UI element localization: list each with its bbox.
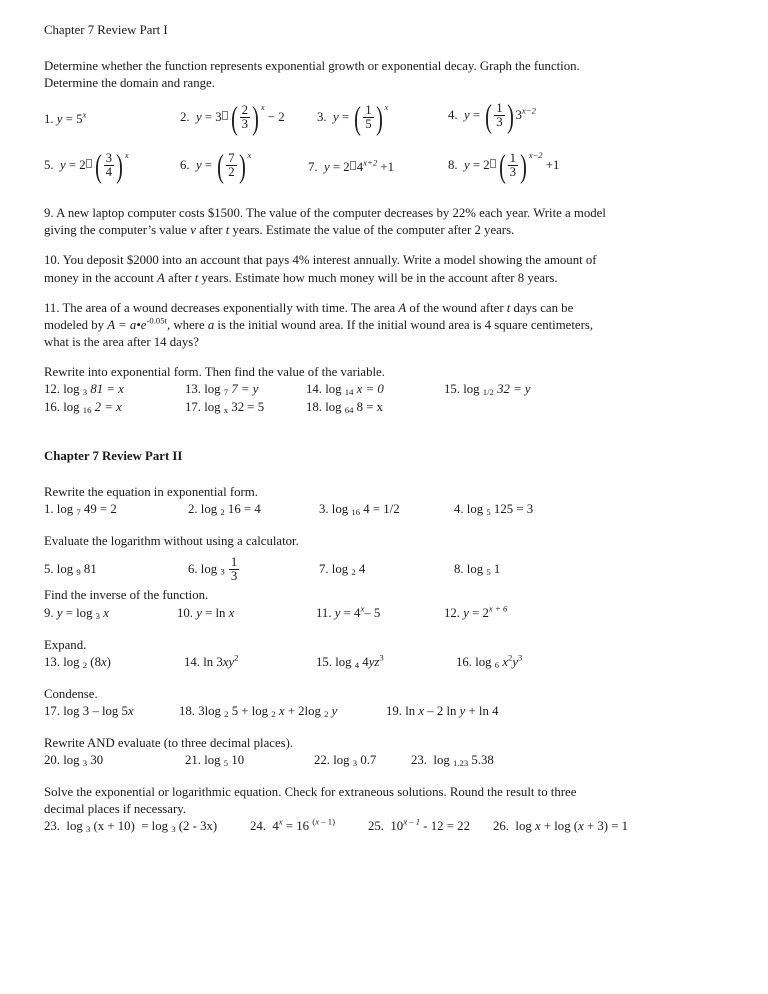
- problem-18-base: 64: [344, 405, 354, 416]
- p2-problem-4: 4. log $_5$ 125 = 3: [454, 502, 534, 518]
- p2-problem-16-num: 16.: [456, 654, 472, 669]
- problem-row-5-8: [44, 147, 728, 192]
- problem-16-base: 16: [82, 405, 92, 416]
- problem-row-1-4: [44, 99, 728, 144]
- p2-problem-23a-num: 23.: [411, 753, 427, 768]
- p2-problem-1: 1. log $_7$ 49 = 2: [44, 502, 117, 518]
- problem-18-rest: 8 = x: [356, 400, 384, 415]
- problem-17-num: 17.: [185, 400, 201, 415]
- problem-16-rest: 2 = x: [94, 400, 122, 415]
- wp9-text-b: after: [195, 223, 226, 238]
- p2-problem-25: 25. 10$^{x - 1}$ - 12 = 22: [368, 817, 470, 834]
- wp11-text-b: of the wound after: [406, 300, 507, 315]
- problem-17: 17. log $_x$ 32 = 5: [185, 400, 265, 416]
- p2-problem-9-num: 9.: [44, 605, 54, 620]
- p2-problem-5: 5. log $_9$ 81: [44, 562, 97, 578]
- p2-problem-7: 7. log $_2$ 4: [319, 562, 366, 578]
- wp9-var-t: t: [225, 223, 230, 238]
- problem-15-num: 15.: [444, 382, 460, 397]
- p2-problem-5-rest: 81: [83, 562, 97, 577]
- wp11-l2-text-a: modeled by: [44, 317, 108, 332]
- problem-2: 2. y = 3 ( $\frac{2}{3}$ ) $^x$ − 2: [180, 101, 285, 138]
- p2-problem-6-base: 3: [220, 567, 225, 578]
- p2-problem-14-num: 14.: [184, 654, 200, 669]
- problem-row-p2-23-26: [44, 818, 728, 837]
- p2-problem-15-num: 15.: [316, 654, 332, 669]
- p2-problem-19-num: 19.: [386, 703, 402, 718]
- p2-problem-2: 2. log $_2$ 16 = 4: [188, 502, 261, 518]
- wp9-text-c: years. Estimate the value of the computer after 2 years.: [229, 223, 515, 238]
- word-problem-10-line2: [44, 270, 728, 287]
- problem-row-p2-1-4: [44, 501, 728, 520]
- part1-title: Chapter 7 Review Part I: [44, 23, 168, 37]
- problem-15-rest: 32 = y: [497, 382, 531, 397]
- problem-row-16-18: [44, 399, 728, 417]
- p2-problem-8-rest: 1: [493, 562, 501, 577]
- p2-problem-20-base: 3: [82, 757, 88, 768]
- missing-glyph-icon: [222, 111, 228, 120]
- p2-problem-18-num: 18.: [179, 703, 195, 718]
- p2-problem-6-fraction: $\frac{1}{3}$: [230, 554, 238, 584]
- p2-problem-22: 22. log $_3$ 0.7: [314, 753, 377, 768]
- word-problem-9-line1: 9. A new laptop computer costs $1500. The value of the computer decreases by 22% each year. Write a model: [44, 206, 606, 221]
- p2-problem-23a: 23. log $_{1.23}$ 5.38: [411, 753, 494, 768]
- part2-s7-instruction-line1: Solve the exponential or logarithmic equation. Check for extraneous solutions. Round the result to three: [44, 785, 577, 800]
- p2-problem-4-rest: 125 = 3: [493, 502, 534, 517]
- wp9-text-a: giving the computer’s value: [44, 223, 191, 238]
- p2-problem-1-num: 1.: [44, 502, 54, 517]
- wp10-var-t: t: [194, 270, 199, 285]
- p2-problem-9: 9. y = log $_3$ x: [44, 605, 109, 621]
- p2-problem-12-num: 12.: [444, 605, 460, 620]
- p2-problem-19: 19. ln x – 2 ln y + ln 4: [386, 703, 499, 718]
- problem-16-num: 16.: [44, 400, 60, 415]
- p2-problem-21-base: 5: [223, 757, 229, 768]
- missing-glyph-icon: [86, 159, 92, 168]
- p2-problem-2-num: 2.: [188, 502, 198, 517]
- problem-12-rest: 81 = x: [90, 382, 124, 397]
- p2-problem-11-num: 11.: [316, 605, 332, 620]
- wp10-var-A: A: [157, 270, 165, 285]
- p2-problem-14: 14. $\ln 3xy^2$: [184, 652, 239, 669]
- p2-problem-6-num: 6.: [188, 562, 198, 577]
- wp11-var-A: A: [398, 300, 407, 315]
- problem-4: 4. y = ( $\frac{1}{3}$ ) $3^{x-2}$: [448, 98, 536, 135]
- problem-row-p2-9-12: [44, 605, 728, 624]
- wp11-l2-text-c: is the initial wound area. If the initial wound area is 4 square centimeters,: [214, 317, 594, 332]
- p2-problem-23a-rest: 5.38: [471, 753, 494, 768]
- p2-problem-3-rest: 4 = 1/2: [363, 502, 400, 517]
- p2-problem-25-num: 25.: [368, 819, 384, 834]
- p2-problem-5-base: 9: [76, 567, 81, 578]
- problem-14: 14. log $_{14}$ x = 0: [306, 382, 384, 398]
- p2-problem-13-num: 13.: [44, 654, 60, 669]
- wp10-text-a: money in the account: [44, 270, 158, 285]
- p2-problem-22-rest: 0.7: [360, 753, 377, 768]
- part2-s3-instruction: Find the inverse of the function.: [44, 588, 209, 603]
- word-problem-9-line2: [44, 222, 728, 239]
- problem-12: 12. log $_3$ 81 = x: [44, 382, 124, 398]
- problem-8: 8. y = 2 ( $\frac{1}{3}$ ) $^{x-2}$ +1: [448, 149, 560, 186]
- p2-problem-20-rest: 30: [90, 753, 104, 768]
- problem-13-num: 13.: [185, 382, 201, 397]
- word-problem-11-line2: [44, 317, 728, 334]
- p2-problem-23-num: 23.: [44, 819, 60, 834]
- p2-problem-7-num: 7.: [319, 562, 329, 577]
- problem-13-base: 7: [223, 387, 229, 398]
- p2-problem-4-base: 5: [486, 507, 491, 518]
- part2-s2-instruction: Evaluate the logarithm without using a calculator.: [44, 534, 299, 549]
- p2-problem-21-num: 21.: [185, 753, 201, 768]
- wp11-var-a: a: [207, 317, 215, 332]
- p2-problem-13: 13. log $_2$ (8x): [44, 654, 111, 670]
- p2-problem-20: 20. log $_3$ 30: [44, 753, 104, 768]
- p2-problem-21: 21. log $_5$ 10: [185, 753, 245, 768]
- problem-15: 15. log $_{1/2}$ 32 = y: [444, 382, 531, 398]
- problem-14-num: 14.: [306, 382, 322, 397]
- problem-18-num: 18.: [306, 400, 322, 415]
- wp11-l2-text-b: , where: [166, 317, 208, 332]
- p2-problem-22-base: 3: [352, 757, 358, 768]
- problem-row-12-15: [44, 381, 728, 399]
- problem-3: 3. y = ( $\frac{1}{5}$ ) $^x$: [317, 101, 389, 138]
- p2-problem-2-base: 2: [220, 507, 225, 518]
- problem-16: 16. log $_{16}$ 2 = x: [44, 400, 122, 416]
- problem-13-rest: 7 = y: [231, 382, 259, 397]
- part1-intro-line1: Determine whether the function represents exponential growth or exponential decay. Graph the function.: [44, 58, 580, 73]
- p2-problem-24-num: 24.: [250, 819, 266, 834]
- p2-problem-20-num: 20.: [44, 753, 60, 768]
- p2-problem-24: 24. $4^x = 16$ $^{(x - 1)}$: [250, 817, 335, 834]
- problem-row-p2-5-8: [44, 553, 728, 587]
- problem-12-num: 12.: [44, 382, 60, 397]
- p2-problem-11: 11. $y = 4^x-$ 5: [316, 603, 381, 620]
- p2-problem-6: 6. log $_3$ $\frac{1}{3}$: [188, 554, 238, 584]
- part2-s6-instruction: Rewrite AND evaluate (to three decimal places).: [44, 735, 294, 750]
- problem-7: 7. y = 2 $4^{x+2} +1$: [308, 157, 394, 175]
- problem-15-base: 1/2: [482, 387, 494, 398]
- problem-12-base: 3: [82, 387, 88, 398]
- wp10-text-b: after: [164, 270, 195, 285]
- problem-14-rest: x = 0: [356, 382, 384, 397]
- wp11-var-t: t: [506, 300, 511, 315]
- p2-problem-17: 17. log 3 – log 5x: [44, 703, 134, 718]
- p2-problem-18: 18. 3log $_2$ 5 + log $_2$ x + 2log $_2$ y: [179, 703, 338, 719]
- wp11-text-c: days can be: [510, 300, 574, 315]
- p2-problem-5-num: 5.: [44, 562, 54, 577]
- document-content: [44, 22, 728, 837]
- p2-problem-4-num: 4.: [454, 502, 464, 517]
- part2-s1-instruction: Rewrite the equation in exponential form.: [44, 485, 258, 500]
- p2-problem-7-base: 2: [351, 567, 356, 578]
- problem-row-p2-17-19: [44, 703, 728, 722]
- p2-problem-17-num: 17.: [44, 703, 60, 718]
- p2-problem-3: 3. log $_{16}$ 4 = 1/2: [319, 502, 400, 518]
- word-problem-11-line3: what is the area after 14 days?: [44, 335, 199, 350]
- log-instruction: Rewrite into exponential form. Then find the value of the variable.: [44, 365, 385, 380]
- problem-row-p2-20-23a: [44, 752, 728, 771]
- word-problem-10-line1: 10. You deposit $2000 into an account that pays 4% interest annually. Write a model showing the amount of: [44, 253, 597, 268]
- p2-problem-26: 26. log x + log (x + 3) = 1: [493, 819, 629, 834]
- p2-problem-1-rest: 49 = 2: [83, 502, 117, 517]
- part2-s4-instruction: Expand.: [44, 637, 87, 652]
- p2-problem-2-rest: 16 = 4: [227, 502, 261, 517]
- p2-problem-10-num: 10.: [177, 605, 193, 620]
- p2-problem-15: 15. log $_4$ $4yz^3$: [316, 652, 384, 670]
- part1-intro-line2: Determine the domain and range.: [44, 76, 215, 91]
- p2-problem-8: 8. log $_5$ 1: [454, 562, 501, 578]
- part2-s5-instruction: Condense.: [44, 686, 98, 701]
- p2-problem-16: 16. log $_6$ $x^2y^3$: [456, 652, 523, 670]
- p2-problem-10: 10. y = ln x: [177, 605, 235, 620]
- problem-18: 18. log $_{64}$ 8 = x: [306, 400, 384, 416]
- wp11-exponent: -0.05t: [146, 315, 167, 326]
- wp10-text-c: years. Estimate how much money will be in the account after 8 years.: [198, 270, 558, 285]
- problem-1: 1. $y = 5^x$: [44, 109, 87, 127]
- missing-glyph-icon: [490, 159, 496, 168]
- p2-problem-22-num: 22.: [314, 753, 330, 768]
- wp9-var-v: v: [190, 223, 196, 238]
- p2-problem-3-base: 16: [351, 507, 361, 518]
- wp11-equation: A = a•e: [107, 317, 147, 332]
- part2-s7-instruction-line2: decimal places if necessary.: [44, 802, 186, 817]
- problem-6: 6. y = ( $\frac{7}{2}$ ) $^x$: [180, 149, 252, 186]
- p2-problem-23a-base: 1.23: [452, 757, 469, 768]
- word-problem-11-line1: [44, 300, 728, 317]
- p2-problem-7-rest: 4: [358, 562, 366, 577]
- part2-title: Chapter 7 Review Part II: [44, 449, 183, 464]
- p2-problem-26-num: 26.: [493, 819, 509, 834]
- problem-17-base: x: [223, 405, 229, 416]
- problem-row-p2-13-16: [44, 654, 728, 673]
- p2-problem-8-base: 5: [486, 567, 491, 578]
- wp11-text-a: 11. The area of a wound decreases exponentially with time. The area: [44, 300, 399, 315]
- p2-problem-3-num: 3.: [319, 502, 329, 517]
- problem-13: 13. log $_7$ 7 = y: [185, 382, 259, 398]
- p2-problem-23: 23. log $_3$ (x + 10) = log $_3$ (2 - 3x): [44, 819, 218, 835]
- p2-problem-8-num: 8.: [454, 562, 464, 577]
- p2-problem-21-rest: 10: [231, 753, 245, 768]
- problem-5: 5. y = 2 ( $\frac{3}{4}$ ) $^x$: [44, 149, 129, 186]
- p2-problem-12: 12. $y = 2^{x + 6}$: [444, 603, 508, 620]
- problem-17-rest: 32 = 5: [231, 400, 265, 415]
- p2-problem-1-base: 7: [76, 507, 81, 518]
- problem-14-base: 14: [344, 387, 354, 398]
- missing-glyph-icon: [350, 161, 356, 170]
